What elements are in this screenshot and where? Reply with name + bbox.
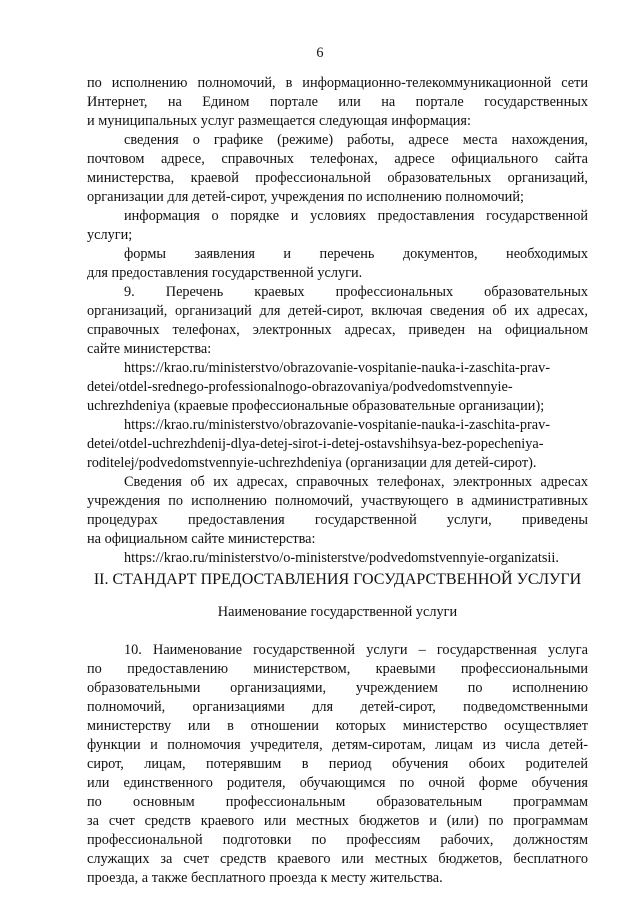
text-line: Интернет, на Едином портале или на портале государственных: [87, 94, 588, 110]
text-line: или единственного родителя, обучающимся по очной форме обучения: [87, 775, 588, 791]
text-line: процедурах предоставления государственной услуги, приведены: [87, 512, 588, 528]
text-line: профессиональной подготовки по профессиям рабочих, должностям: [87, 832, 588, 848]
link-line: https://krao.ru/ministerstvo/obrazovanie-vospitanie-nauka-i-zaschita-prav-: [124, 417, 550, 433]
link-line: https://krao.ru/ministerstvo/o-ministerstve/podvedomstvennyie-organizatsii.: [124, 550, 559, 566]
text-line: 9. Перечень краевых профессиональных образовательных: [124, 284, 588, 300]
page-number: 6: [316, 45, 324, 61]
section-heading: II. СТАНДАРТ ПРЕДОСТАВЛЕНИЯ ГОСУДАРСТВЕННОЙ УСЛУГИ: [93, 571, 582, 588]
text-line: проезда, а также бесплатного проезда к месту жительства.: [87, 870, 443, 886]
text-line: информация о порядке и условиях предоставления государственной: [124, 208, 588, 224]
text-line: 10. Наименование государственной услуги – государственная услуга: [124, 642, 588, 658]
text-line: министерства, краевой профессиональной образовательных организаций,: [87, 170, 588, 186]
text-line: сирот, лицам, потерявшим в период обучения обоих родителей: [87, 756, 588, 772]
text-line: образовательными организациями, учреждением по исполнению: [87, 680, 588, 696]
text-line: полномочий, организациями для детей-сирот, подведомственными: [87, 699, 588, 715]
link-line: detei/otdel-uchrezhdenij-dlya-detej-sirot-i-detej-ostavshihsya-bez-popecheniya-: [87, 436, 544, 452]
text-line: сайте министерства:: [87, 341, 212, 357]
text-line: формы заявления и перечень документов, необходимых: [124, 246, 588, 262]
text-line: министерству или в отношении которых министерство осуществляет: [87, 718, 588, 734]
link-line: uchrezhdeniya (краевые профессиональные образовательные организации);: [87, 398, 545, 414]
text-line: Сведения об их адресах, справочных телефонах, электронных адресах: [124, 474, 588, 490]
text-line: по предоставлению министерством, краевыми профессиональными: [87, 661, 588, 677]
link-line: roditelej/podvedomstvennyie-uchrezhdeniya (организации для детей-сирот).: [87, 455, 537, 471]
text-line: на официальном сайте министерства:: [87, 531, 316, 547]
text-line: и муниципальных услуг размещается следующая информация:: [87, 113, 471, 129]
text-line: сведения о графике (режиме) работы, адресе места нахождения,: [124, 132, 588, 148]
text-line: функции и полномочия учредителя, детям-сиротам, лицам из числа детей-: [87, 737, 588, 753]
link-line: https://krao.ru/ministerstvo/obrazovanie-vospitanie-nauka-i-zaschita-prav-: [124, 360, 550, 376]
text-line: для предоставления государственной услуги.: [87, 265, 363, 281]
link-line: detei/otdel-srednego-professionalnogo-obrazovaniya/podvedomstvennyie-: [87, 379, 513, 395]
text-line: учреждения по исполнению полномочий, участвующего в административных: [87, 493, 588, 509]
text-line: организации для детей-сирот, учреждения по исполнению полномочий;: [87, 189, 524, 205]
subheading: Наименование государственной услуги: [217, 604, 458, 620]
text-line: по основным профессиональным образовательным программам: [87, 794, 588, 810]
text-line: по исполнению полномочий, в информационно-телекоммуникационной сети: [87, 75, 588, 91]
text-line: почтовом адресе, справочных телефонах, адресе официального сайта: [87, 151, 588, 167]
text-line: организаций, организаций для детей-сирот, включая сведения об их адресах,: [87, 303, 588, 319]
text-line: служащих за счет средств краевого или местных бюджетов, бесплатного: [87, 851, 588, 867]
text-line: услуги;: [87, 227, 133, 243]
text-line: справочных телефонах, электронных адресах, приведен на официальном: [87, 322, 588, 338]
text-line: за счет средств краевого или местных бюджетов и (или) по программам: [87, 813, 588, 829]
